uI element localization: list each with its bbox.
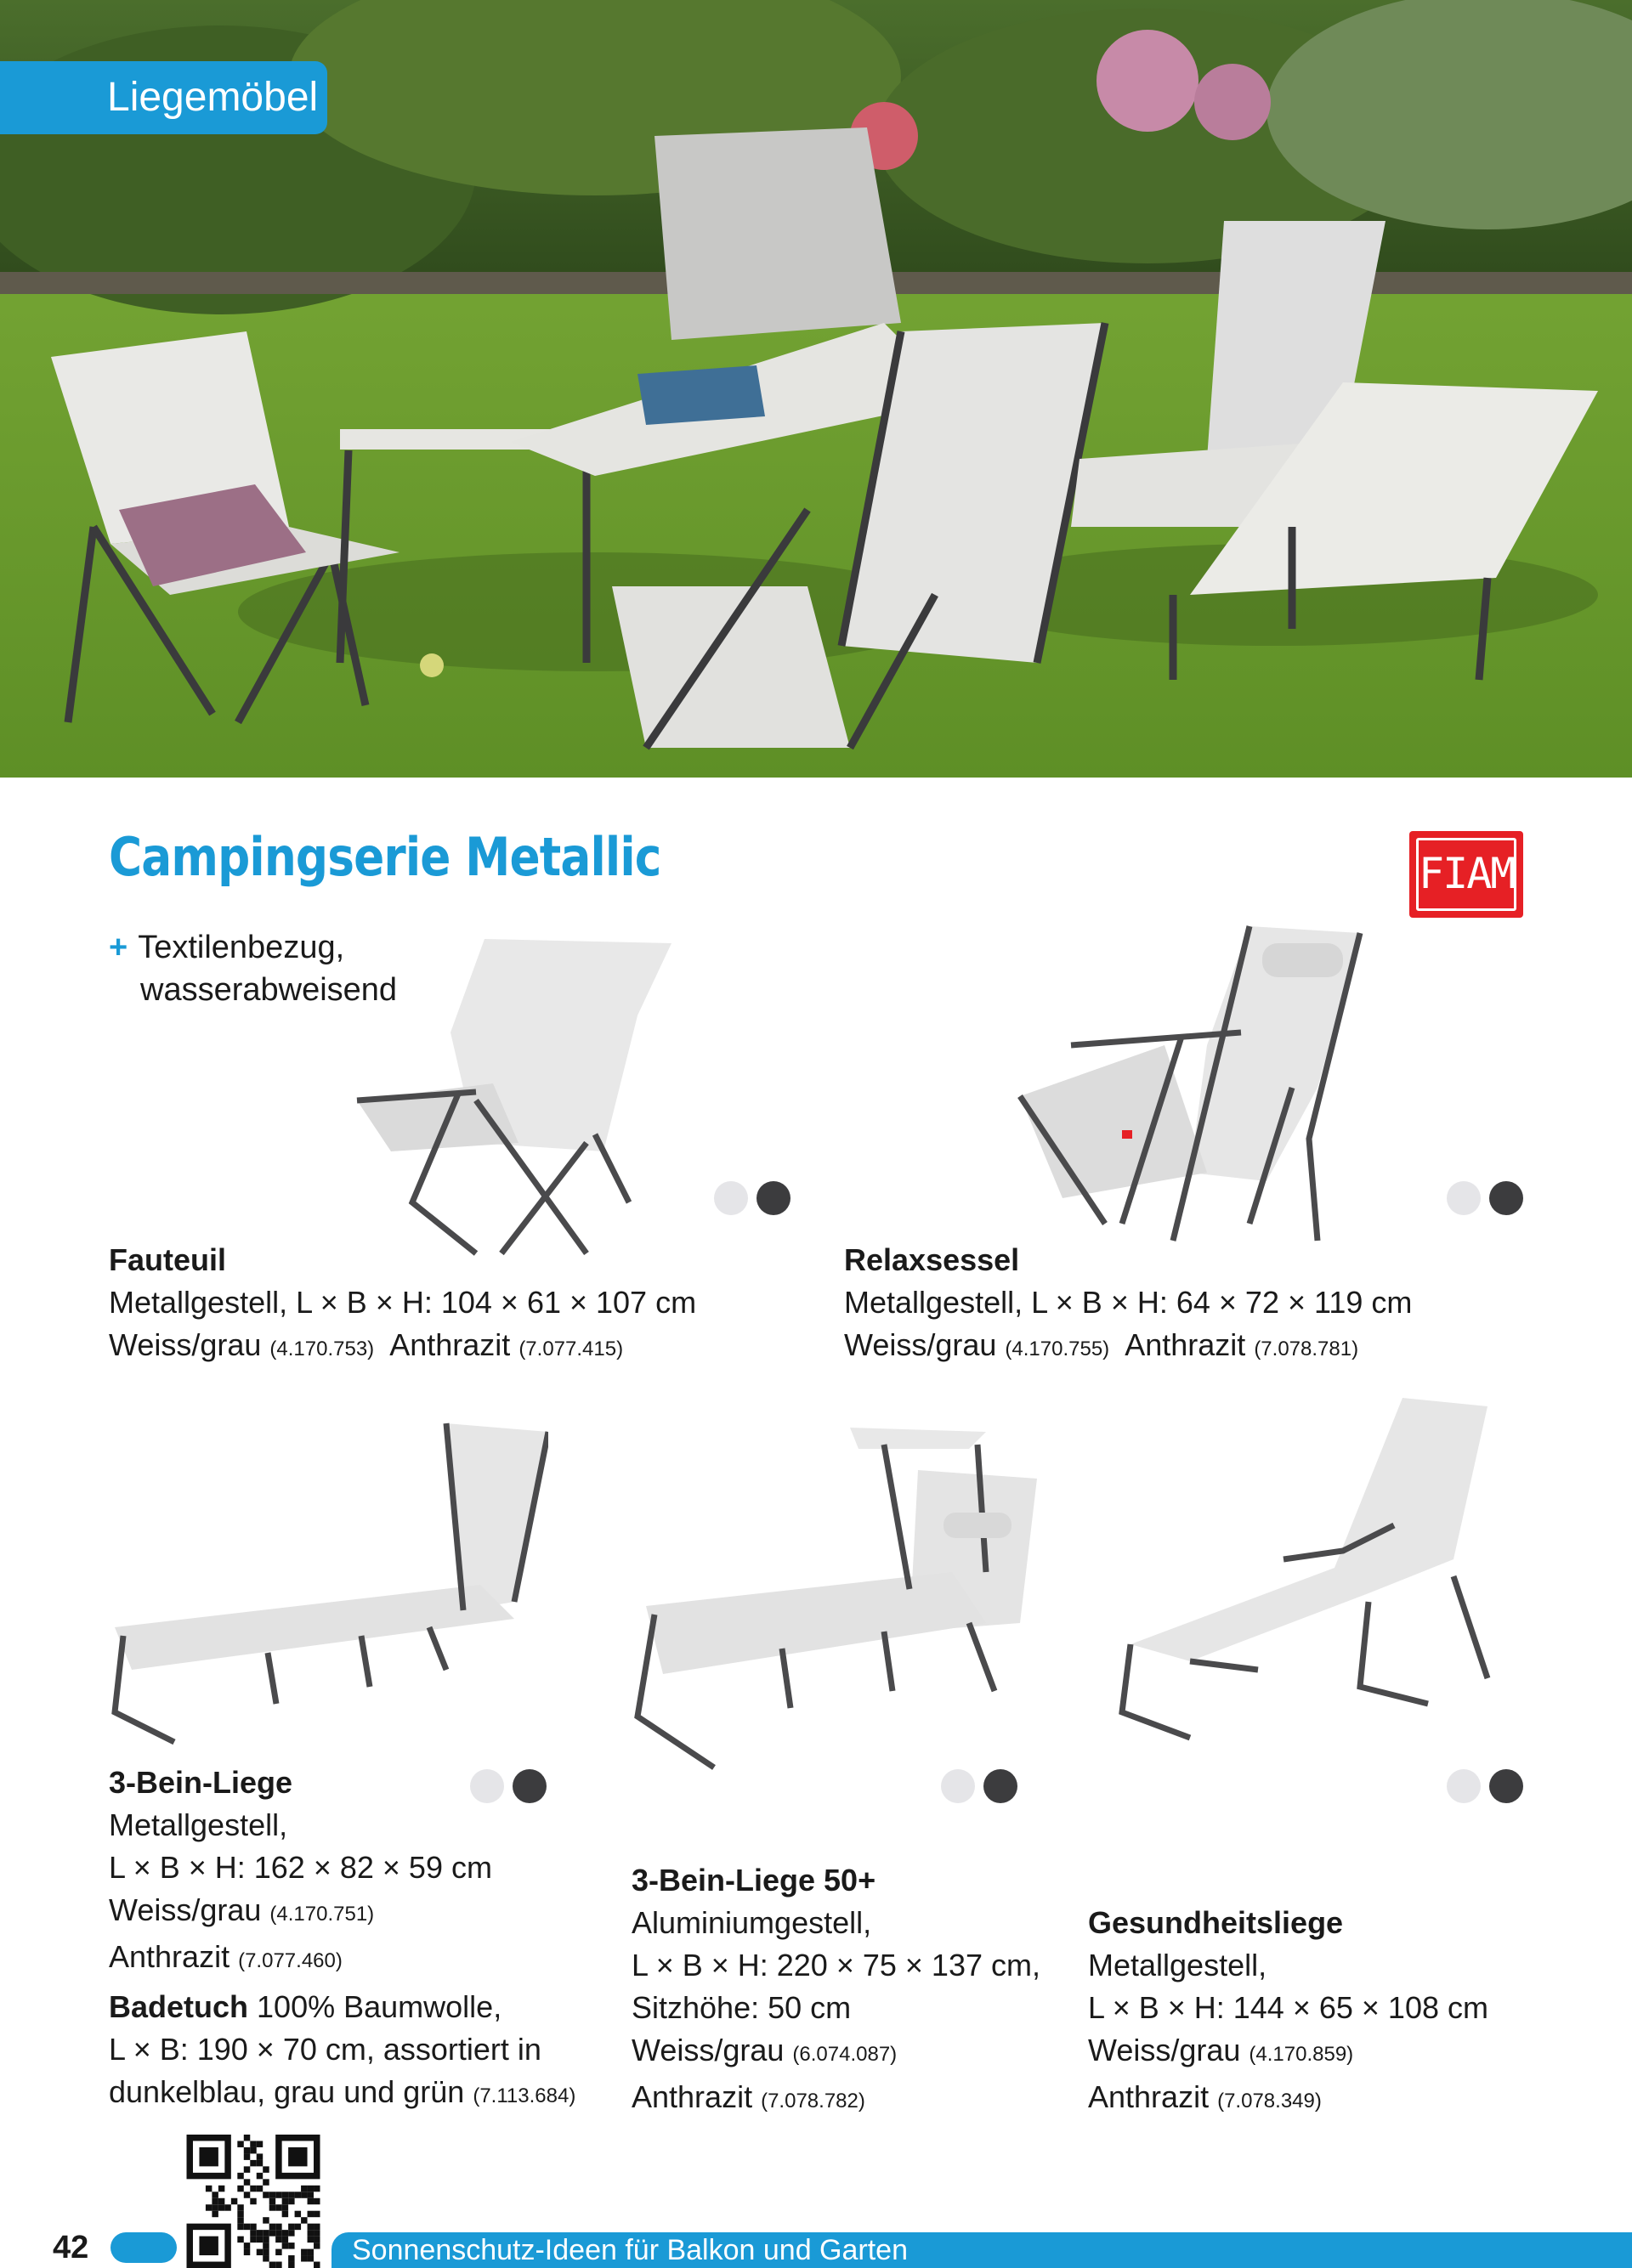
- variant-label: Anthrazit: [109, 1939, 230, 1974]
- product-variant: [632, 2076, 1040, 2123]
- brand-logo: [1409, 831, 1523, 918]
- product-variant: [632, 2029, 1040, 2076]
- brand-logo-text: FIAM: [1416, 838, 1516, 911]
- swatch-dark: [1489, 1181, 1523, 1215]
- product-variant: [1088, 2076, 1488, 2123]
- relaxsessel-color-swatches: [1447, 1181, 1523, 1215]
- feature-line: wasserabweisend: [140, 972, 398, 1008]
- product-spec: Metallgestell, L × B × H: 104 × 61 × 107 cm: [109, 1285, 697, 1320]
- gesundheitsliege-color-swatches: [1447, 1769, 1523, 1803]
- variant-label: Weiss/grau: [1088, 2033, 1241, 2067]
- product-spec: Aluminiumgestell,: [632, 1905, 872, 1940]
- footer-pill: [110, 2232, 177, 2263]
- 3-bein-liege-image: [106, 1415, 548, 1755]
- product-name: Fauteuil: [109, 1242, 227, 1277]
- product-spec: L × B × H: 144 × 65 × 108 cm: [1088, 1990, 1488, 2025]
- fauteuil-image: [348, 922, 688, 1262]
- variant-label: Anthrazit: [632, 2079, 753, 2114]
- page-number: 42: [53, 2230, 89, 2265]
- footer-text: Sonnenschutz-Ideen für Balkon und Garten: [352, 2234, 908, 2266]
- variant-label: Weiss/grau: [632, 2033, 785, 2067]
- product-variant: [1088, 2029, 1488, 2076]
- variant-code: (7.113.684): [473, 2084, 576, 2107]
- badetuch-line: [109, 1986, 575, 2028]
- product-variants: [844, 1324, 1412, 1371]
- swatch-dark: [756, 1181, 790, 1215]
- variant-code: (7.078.782): [761, 2090, 865, 2112]
- swatch-light: [1447, 1181, 1481, 1215]
- product-spec: L × B × H: 220 × 75 × 137 cm,: [632, 1948, 1040, 1982]
- series-title: Campingserie Metallic: [109, 826, 661, 888]
- variant-label: Anthrazit: [1125, 1327, 1246, 1362]
- swatch-dark: [1489, 1769, 1523, 1803]
- variant-label: Weiss/grau: [844, 1327, 997, 1362]
- variant-code: (7.077.415): [518, 1338, 624, 1360]
- product-3-bein-liege: [109, 1762, 575, 2118]
- variant-code: (6.074.087): [792, 2043, 898, 2066]
- product-spec: Metallgestell, L × B × H: 64 × 72 × 119 cm: [844, 1285, 1413, 1320]
- product-variants: [109, 1324, 696, 1371]
- variant-code: (7.078.349): [1217, 2090, 1322, 2112]
- variant-code: (4.170.753): [269, 1338, 375, 1360]
- product-relaxsessel: [844, 1239, 1412, 1371]
- swatch-light: [941, 1769, 975, 1803]
- plus-icon: +: [109, 930, 128, 965]
- badetuch-line: [109, 2071, 575, 2118]
- product-spec: dunkelblau, grau und grün: [109, 2074, 465, 2109]
- product-name: Gesundheitsliege: [1088, 1905, 1344, 1940]
- product-3-bein-liege-50plus: [632, 1859, 1040, 2123]
- product-variant: [109, 1889, 575, 1936]
- gesundheitsliege-image: [1114, 1389, 1496, 1755]
- 3-bein-liege-50plus-color-swatches: [941, 1769, 1017, 1803]
- product-name: 3-Bein-Liege 50+: [632, 1863, 876, 1898]
- swatch-dark: [983, 1769, 1017, 1803]
- variant-label: Anthrazit: [1088, 2079, 1210, 2114]
- product-fauteuil: [109, 1239, 696, 1371]
- section-tab: Liegemöbel: [0, 61, 327, 134]
- variant-label: Anthrazit: [389, 1327, 511, 1362]
- footer-bar: [332, 2232, 1632, 2268]
- product-spec: L × B: 190 × 70 cm, assortiert in: [109, 2032, 541, 2067]
- fauteuil-color-swatches: [714, 1181, 790, 1215]
- product-spec: L × B × H: 162 × 82 × 59 cm: [109, 1850, 492, 1885]
- variant-code: (4.170.751): [269, 1903, 375, 1926]
- variant-label: Weiss/grau: [109, 1327, 262, 1362]
- swatch-light: [1447, 1769, 1481, 1803]
- 3-bein-liege-50plus-image: [629, 1419, 1037, 1776]
- swatch-light: [714, 1181, 748, 1215]
- qr-code-icon[interactable]: [185, 2135, 321, 2268]
- product-name: Relaxsessel: [844, 1242, 1020, 1277]
- variant-code: (7.077.460): [238, 1949, 343, 1972]
- product-name: 3-Bein-Liege: [109, 1765, 293, 1800]
- product-spec: Metallgestell,: [109, 1807, 288, 1842]
- feature-line: Textilenbezug,: [138, 930, 345, 965]
- product-spec: Sitzhöhe: 50 cm: [632, 1990, 852, 2025]
- product-name: Badetuch: [109, 1989, 249, 2024]
- variant-code: (7.078.781): [1254, 1338, 1359, 1360]
- product-variant: [109, 1936, 575, 1982]
- variant-code: (4.170.755): [1005, 1338, 1110, 1360]
- product-spec: Metallgestell,: [1088, 1948, 1267, 1982]
- product-gesundheitsliege: [1088, 1902, 1488, 2123]
- variant-label: Weiss/grau: [109, 1892, 262, 1927]
- product-spec: 100% Baumwolle,: [248, 1989, 502, 2024]
- relaxsessel-image: [994, 918, 1368, 1258]
- variant-code: (4.170.859): [1249, 2043, 1354, 2066]
